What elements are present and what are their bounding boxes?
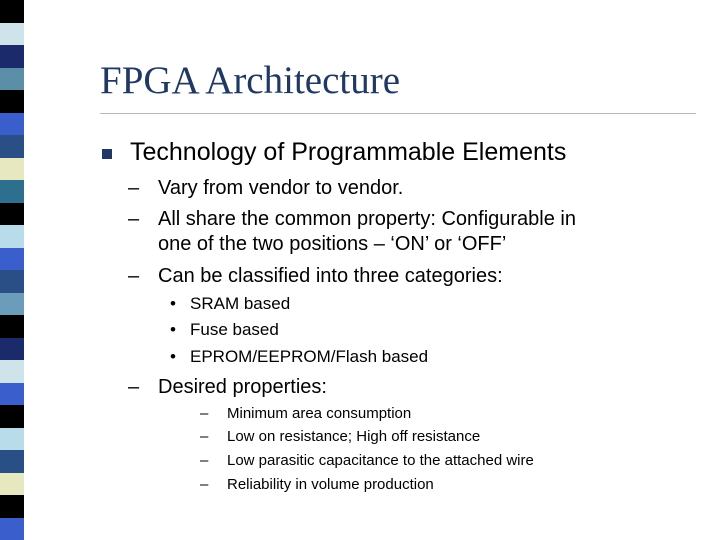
dash-icon: – xyxy=(200,428,209,445)
strip-cell xyxy=(0,338,24,361)
dash-icon: – xyxy=(200,476,209,493)
dot-bullet-icon: • xyxy=(170,320,176,339)
strip-cell xyxy=(0,450,24,473)
dash-icon: – xyxy=(128,376,140,398)
strip-cell xyxy=(0,135,24,158)
strip-cell xyxy=(0,90,24,113)
strip-cell xyxy=(0,293,24,316)
dash-icon: – xyxy=(128,208,140,230)
strip-cell xyxy=(0,203,24,226)
strip-cell xyxy=(0,383,24,406)
property-text: Low parasitic capacitance to the attached wire xyxy=(227,452,534,469)
main-bullet-text: Technology of Programmable Elements xyxy=(130,138,567,166)
square-bullet-icon xyxy=(102,149,112,159)
dot-bullet-icon: • xyxy=(170,294,176,313)
strip-cell xyxy=(0,495,24,518)
dash-icon: – xyxy=(128,265,140,287)
category-text: Fuse based xyxy=(190,320,279,339)
strip-cell xyxy=(0,270,24,293)
sub-bullet-text: Vary from vendor to vendor. xyxy=(158,177,404,199)
sub-bullet-text: Can be classified into three categories: xyxy=(158,265,503,287)
decorative-side-strip xyxy=(0,0,24,540)
strip-cell xyxy=(0,23,24,46)
property-text: Minimum area consumption xyxy=(227,405,412,422)
title-divider xyxy=(100,113,696,114)
slide-title: FPGA Architecture xyxy=(100,59,401,102)
category-text: EPROM/EEPROM/Flash based xyxy=(190,347,429,366)
strip-cell xyxy=(0,405,24,428)
sub-bullet-text: one of the two positions – ‘ON’ or ‘OFF’ xyxy=(158,233,507,255)
strip-cell xyxy=(0,180,24,203)
strip-cell xyxy=(0,360,24,383)
property-text: Low on resistance; High off resistance xyxy=(227,428,481,445)
strip-cell xyxy=(0,225,24,248)
strip-cell xyxy=(0,518,24,540)
property-text: Reliability in volume production xyxy=(227,476,434,493)
category-text: SRAM based xyxy=(190,294,291,313)
sub-bullet-text: Desired properties: xyxy=(158,376,327,398)
strip-cell xyxy=(0,315,24,338)
strip-cell xyxy=(0,158,24,181)
strip-cell xyxy=(0,113,24,136)
dash-icon: – xyxy=(128,177,140,199)
sub-bullet-text: All share the common property: Configurable in xyxy=(158,208,576,230)
strip-cell xyxy=(0,248,24,271)
dash-icon: – xyxy=(200,452,209,469)
dash-icon: – xyxy=(200,405,209,422)
dot-bullet-icon: • xyxy=(170,347,176,366)
strip-cell xyxy=(0,473,24,496)
strip-cell xyxy=(0,428,24,451)
strip-cell xyxy=(0,68,24,91)
strip-cell xyxy=(0,0,24,23)
strip-cell xyxy=(0,45,24,68)
